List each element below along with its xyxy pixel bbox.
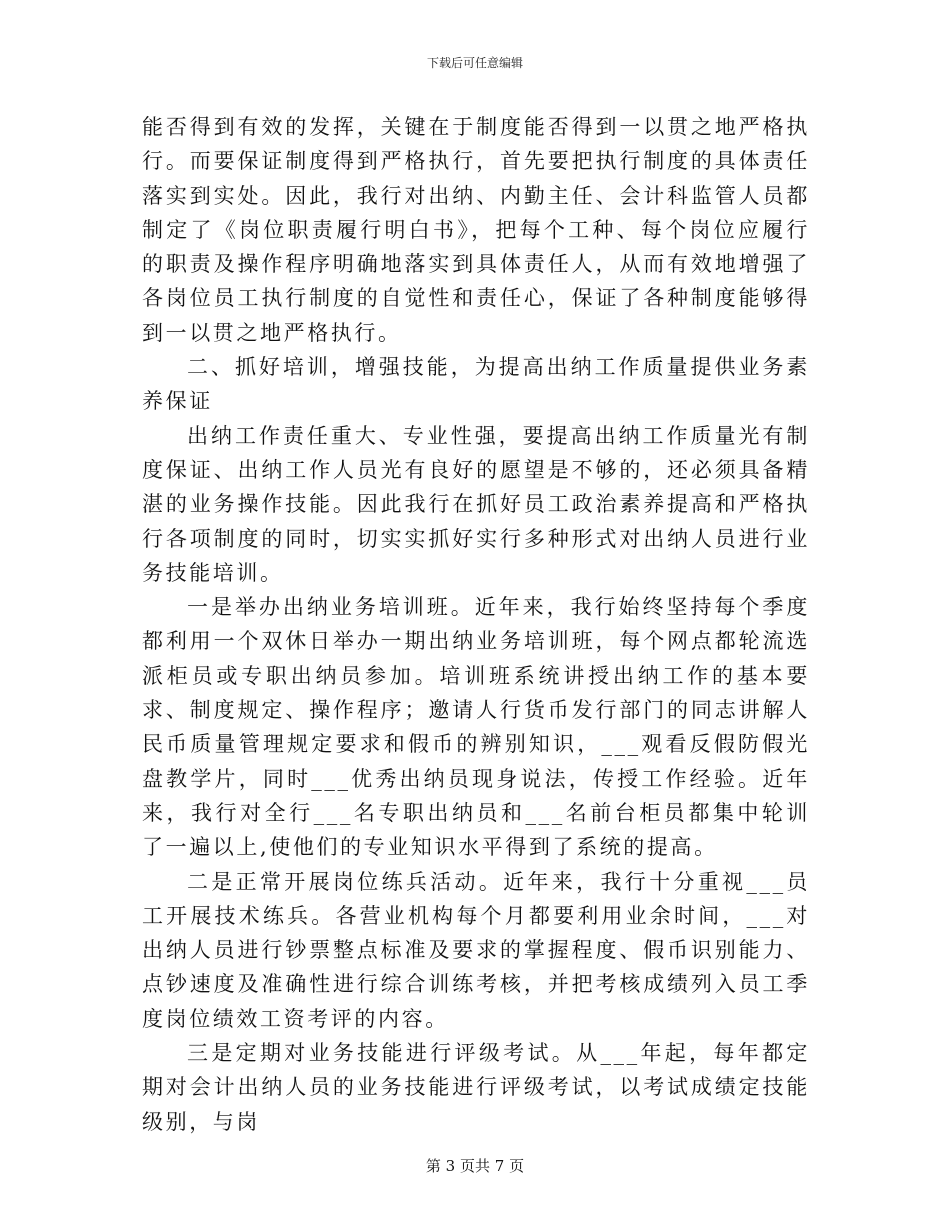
page-header: 下载后可任意编辑 xyxy=(426,56,523,70)
paragraph-continuation: 能否得到有效的发挥，关键在于制度能否得到一以贯之地严格执行。而要保证制度得到严格执行，首先要把执行制度的具体责任落实到实处。因此，我行对出纳、内勤主任、会计科监管人员都制定了《岗位职责履行明白书》，把每个工种、每个岗位应履行的职责及操作程序明确地落实到具体责任人，从而有效地增强了各岗位员工执行制度的自觉性和责任心，保证了各种制度能够得到一以贯之地严格执行。 xyxy=(142,115,810,345)
section-heading: 二、抓好培训，增强技能，为提高出纳工作质量提供业务素养保证 xyxy=(142,355,810,414)
paragraph: 二是正常开展岗位练兵活动。近年来，我行十分重视___员工开展技术练兵。各营业机构每个月都要利用业余时间，___对出纳人员进行钞票整点标准及要求的掌握程度、假币识别能力、点钞速度及准确性进行综合训练考核，并把考核成绩列入员工季度岗位绩效工资考评的内容。 xyxy=(142,869,810,1031)
page-number: 第 3 页共 7 页 xyxy=(425,1157,525,1175)
paragraph: 一是举办出纳业务培训班。近年来，我行始终坚持每个季度都利用一个双休日举办一期出纳业务培训班，每个网点都轮流选派柜员或专职出纳员参加。培训班系统讲授出纳工作的基本要求、制度规定、操作程序；邀请人行货币发行部门的同志讲解人民币质量管理规定要求和假币的辨别知识，___观看反假防假光盘教学片，同时___优秀出纳员现身说法，传授工作经验。近年来，我行对全行___名专职出纳员和___名前台柜员都集中轮训了一遍以上,使他们的专业知识水平得到了系统的提高。 xyxy=(142,595,810,860)
paragraph: 三是定期对业务技能进行评级考试。从___年起，每年都定期对会计出纳人员的业务技能进行评级考试，以考试成绩定技能级别，与岗 xyxy=(142,1041,810,1134)
paragraph: 出纳工作责任重大、专业性强，要提高出纳工作质量光有制度保证、出纳工作人员光有良好的愿望是不够的，还必须具备精湛的业务操作技能。因此我行在抓好员工政治素养提高和严格执行各项制度的同时，切实实抓好实行多种形式对出纳人员进行业务技能培训。 xyxy=(142,423,810,585)
document-body xyxy=(142,110,810,1139)
